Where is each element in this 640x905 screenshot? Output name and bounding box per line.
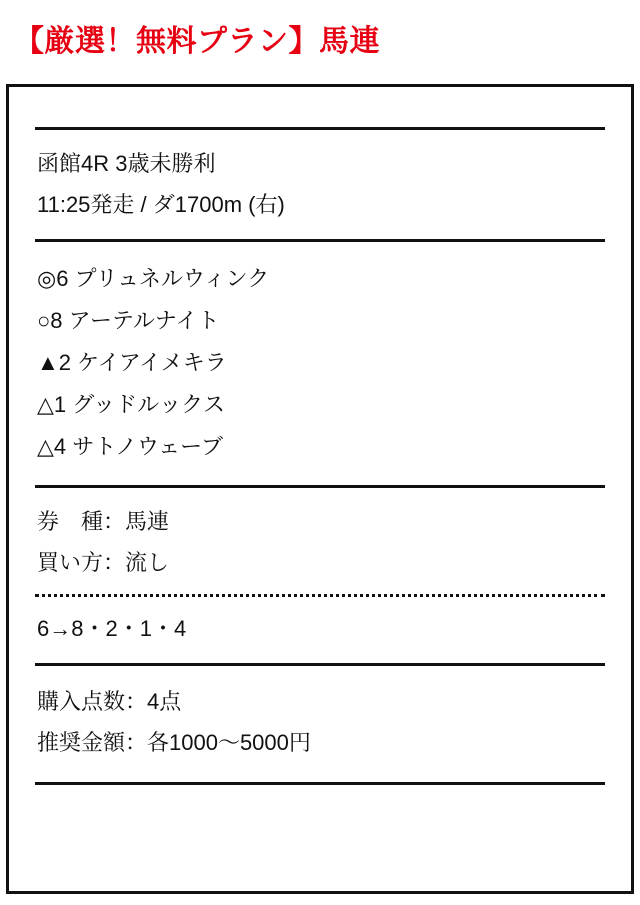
recommended-amount: 推奨金額：各1000〜5000円 [37,730,311,756]
pick-item: ◎6 プリュネルウィンク [37,266,270,292]
race-name: 函館4R 3歳未勝利 [37,151,216,176]
race-info-block [35,130,605,239]
bet-method: 買い方：流し [37,550,170,576]
page-title: 【厳選！無料プラン】馬連 [14,25,380,58]
points-count: 購入点数：4点 [37,689,182,715]
divider-bottom [35,782,605,785]
combination-text: 6→8・2・1・4 [37,615,187,641]
pick-item: △4 サトノウェーブ [37,433,223,459]
picks-block [35,242,605,485]
pick-item: ○8 アーテルナイト [37,308,220,334]
pick-item: △1 グッドルックス [37,391,225,417]
race-detail: 11:25発走 / ダ1700m (右) [37,191,285,217]
pick-item: ▲2 ケイアイメキラ [37,349,227,375]
bet-info-block [35,488,605,593]
combination-block [35,597,605,664]
tip-card [6,84,634,894]
bet-type: 券 種：馬連 [37,509,170,535]
summary-block [35,666,605,781]
